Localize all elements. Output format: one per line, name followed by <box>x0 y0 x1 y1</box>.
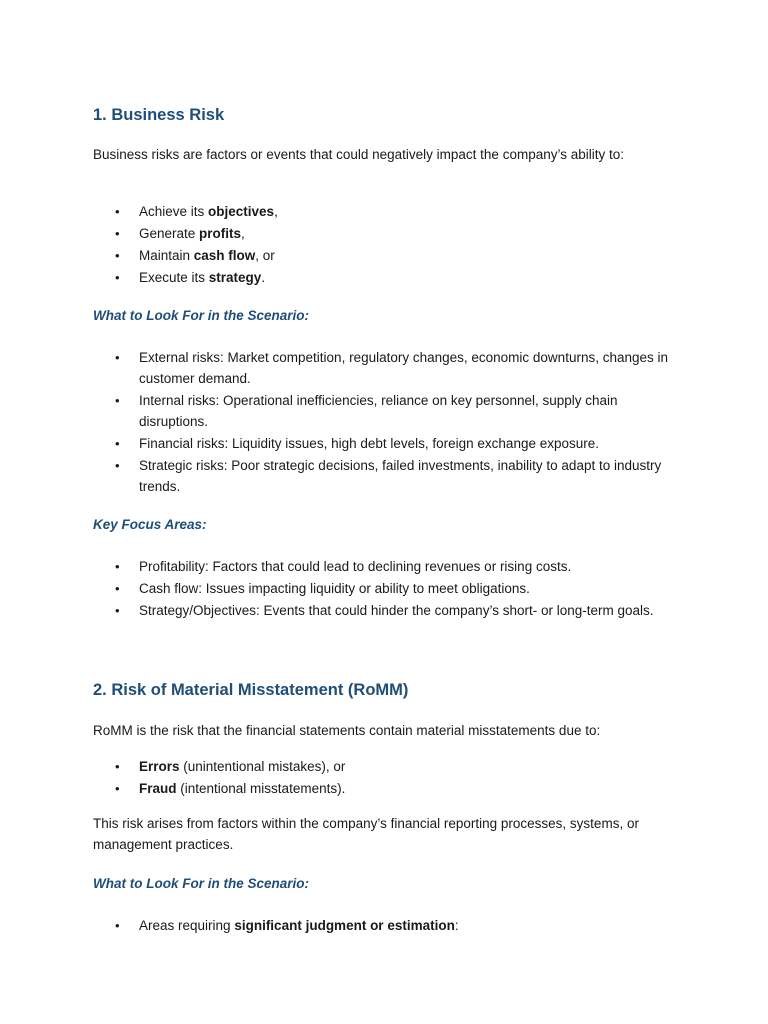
list-item: • External risks: Market competition, regulatory changes, economic downturns, changes in customer demand. <box>93 347 678 389</box>
list-item: • Errors (unintentional mistakes), or <box>93 756 678 777</box>
business-risk-intro: Business risks are factors or events that could negatively impact the company’s ability to: <box>93 147 625 162</box>
bullet-icon: • <box>115 393 120 408</box>
list-item: • Areas requiring significant judgment or estimation: <box>93 915 678 936</box>
romm-look-for-list <box>93 915 678 937</box>
bullet-icon: • <box>115 603 120 618</box>
list-item: • Strategy/Objectives: Events that could hinder the company’s short- or long-term goals. <box>93 600 678 621</box>
romm-look-for-heading: What to Look For in the Scenario: <box>93 876 309 891</box>
list-item: • Cash flow: Issues impacting liquidity or ability to meet obligations. <box>93 578 678 599</box>
list-item: • Achieve its objectives, <box>93 201 678 222</box>
bullet-icon: • <box>115 781 120 796</box>
list-item: • Fraud (intentional misstatements). <box>93 778 678 799</box>
section-heading-romm: 2. Risk of Material Misstatement (RoMM) <box>93 681 409 699</box>
list-item: • Execute its strategy. <box>93 267 678 288</box>
key-focus-areas-heading: Key Focus Areas: <box>93 517 207 532</box>
bullet-icon: • <box>115 436 120 451</box>
business-risk-look-for-list <box>93 347 678 498</box>
bullet-icon: • <box>115 759 120 774</box>
list-item: • Financial risks: Liquidity issues, high debt levels, foreign exchange exposure. <box>93 433 678 454</box>
list-item: • Internal risks: Operational inefficiencies, reliance on key personnel, supply chain disruptions. <box>93 390 678 432</box>
section-heading-business-risk: 1. Business Risk <box>93 106 225 124</box>
bullet-icon: • <box>115 458 120 473</box>
bullet-icon: • <box>115 248 120 263</box>
romm-intro: RoMM is the risk that the financial statements contain material misstatements due to: <box>93 723 601 738</box>
business-risk-look-for-heading: What to Look For in the Scenario: <box>93 308 309 323</box>
romm-causes-list <box>93 756 678 800</box>
bullet-icon: • <box>115 581 120 596</box>
bullet-icon: • <box>115 350 120 365</box>
key-focus-areas-list <box>93 556 678 622</box>
list-item: • Strategic risks: Poor strategic decisions, failed investments, inability to adapt to industry trends. <box>93 455 678 497</box>
romm-paragraph: This risk arises from factors within the company’s financial reporting processes, systems, or management practices. <box>93 816 639 852</box>
bullet-icon: • <box>115 270 120 285</box>
business-risk-abilities-list <box>93 201 678 289</box>
list-item: • Generate profits, <box>93 223 678 244</box>
list-item: • Profitability: Factors that could lead to declining revenues or rising costs. <box>93 556 678 577</box>
bullet-icon: • <box>115 559 120 574</box>
bullet-icon: • <box>115 226 120 241</box>
bullet-icon: • <box>115 918 120 933</box>
list-item: • Maintain cash flow, or <box>93 245 678 266</box>
bullet-icon: • <box>115 204 120 219</box>
